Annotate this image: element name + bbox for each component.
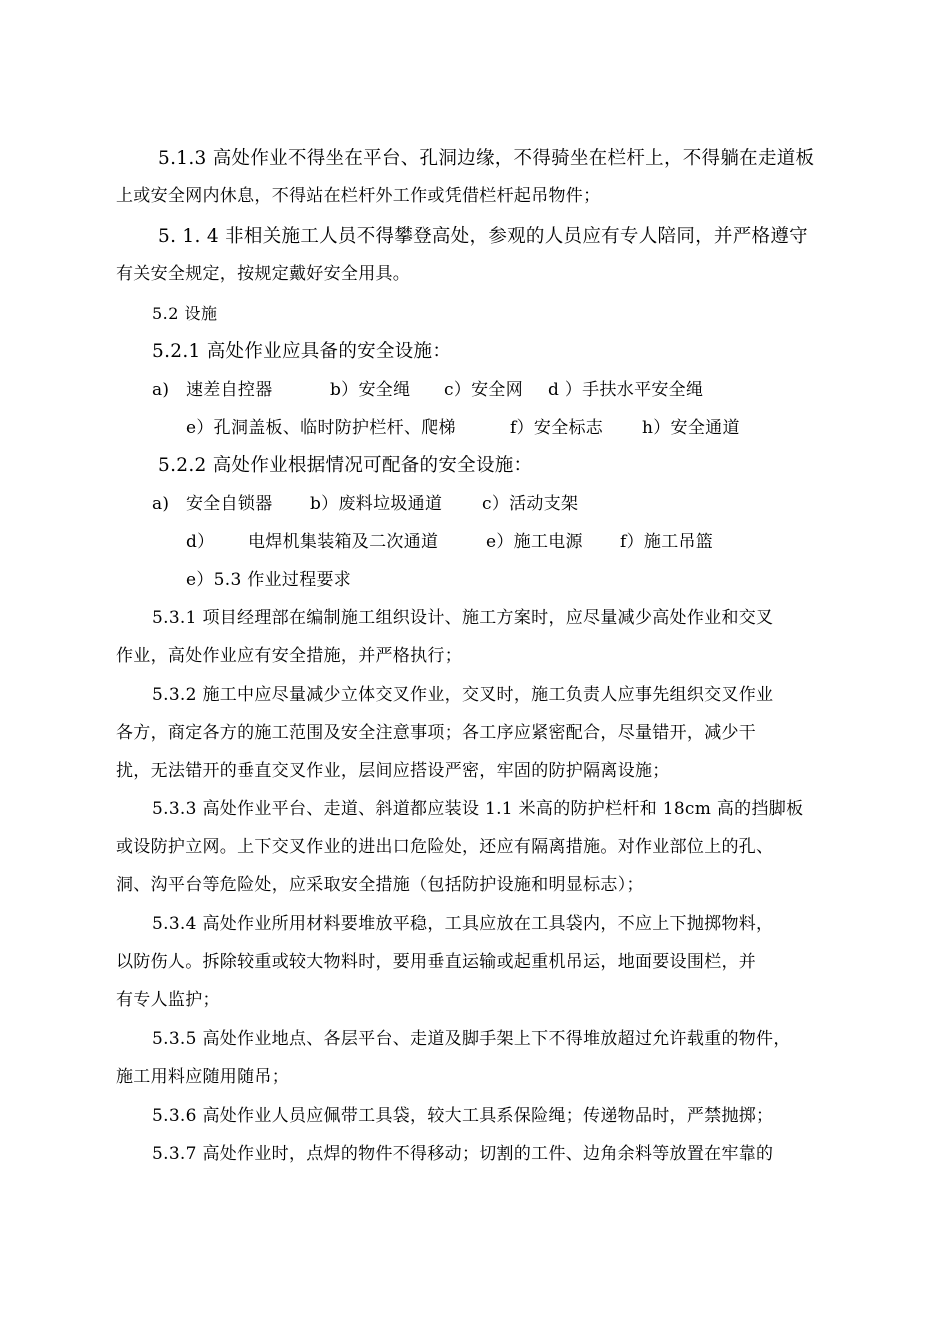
para-5-2-1-title: 5.2.1 高处作业应具备的安全设施：: [152, 341, 452, 362]
para-5-3-4-line-2: 以防伤人。拆除较重或较大物料时，要用垂直运输或起重机吊运，地面要设围栏，并: [116, 952, 757, 972]
para-5-3-2-line-3: 扰，无法错开的垂直交叉作业，层间应搭设严密，牢固的防护隔离设施；: [116, 761, 670, 781]
para-5-1-4-line-1: 5. 1. 4 非相关施工人员不得攀登高处，参观的人员应有专人陪同，并严格遵守: [158, 226, 808, 247]
list-5-2-2-item-a: 安全自锁器: [186, 494, 273, 514]
list-5-2-1-item-d: d ）手扶水平安全绳: [548, 380, 704, 400]
list-5-2-1-item-c: c）安全网: [444, 380, 524, 400]
para-5-3-1-line-2: 作业，高处作业应有安全措施，并严格执行；: [116, 646, 462, 666]
para-5-1-4-line-2: 有关安全规定，按规定戴好安全用具。: [116, 264, 411, 284]
list-5-2-1-item-a: 速差自控器: [186, 380, 273, 400]
para-5-3-5-line-1: 5.3.5 高处作业地点、各层平台、走道及脚手架上下不得堆放超过允许载重的物件，: [152, 1029, 791, 1049]
para-5-3-3-line-1: 5.3.3 高处作业平台、走道、斜道都应装设 1.1 米高的防护栏杆和 18cm 高的挡脚板: [152, 799, 804, 819]
list-5-2-1-item-f: f）安全标志: [510, 418, 604, 438]
list-5-2-2-item-f: f）施工吊篮: [620, 532, 714, 552]
para-5-3-3-line-3: 洞、沟平台等危险处，应采取安全措施（包括防护设施和明显标志）；: [116, 875, 644, 895]
para-5-1-3-line-2: 上或安全网内休息，不得站在栏杆外工作或凭借栏杆起吊物件；: [116, 186, 601, 206]
list-5-2-1-item-h: h）安全通道: [642, 418, 740, 438]
para-5-3-1-line-1: 5.3.1 项目经理部在编制施工组织设计、施工方案时，应尽量减少高处作业和交叉: [152, 608, 774, 628]
para-5-1-3-line-1: 5.1.3 高处作业不得坐在平台、孔洞边缘，不得骑坐在栏杆上，不得躺在走道板: [158, 148, 815, 169]
para-5-2-2-title: 5.2.2 高处作业根据情况可配备的安全设施：: [158, 455, 533, 476]
para-5-3-3-line-2: 或设防护立网。上下交叉作业的进出口危险处，还应有隔离措施。对作业部位上的孔、: [116, 837, 774, 857]
section-5-2-heading: 5.2 设施: [152, 304, 218, 323]
para-5-3-2-line-2: 各方，商定各方的施工范围及安全注意事项；各工序应紧密配合，尽量错开，减少干: [116, 723, 757, 743]
para-5-3-2-line-1: 5.3.2 施工中应尽量减少立体交叉作业，交叉时，施工负责人应事先组织交叉作业: [152, 685, 774, 705]
para-5-3-7-line-1: 5.3.7 高处作业时，点焊的物件不得移动；切割的工件、边角余料等放置在牢靠的: [152, 1144, 774, 1164]
para-5-3-4-line-1: 5.3.4 高处作业所用材料要堆放平稳，工具应放在工具袋内，不应上下抛掷物料，: [152, 914, 774, 934]
para-5-3-6-line-1: 5.3.6 高处作业人员应佩带工具袋，较大工具系保险绳；传递物品时，严禁抛掷；: [152, 1106, 774, 1126]
list-5-2-2-item-c: c）活动支架: [482, 494, 579, 514]
list-5-2-2-item-e: e）施工电源: [486, 532, 583, 552]
para-5-3-5-line-2: 施工用料应随用随吊；: [116, 1067, 289, 1087]
list-5-2-2-item-a-marker: a): [152, 494, 170, 514]
list-5-2-2-item-d-marker: d）: [186, 532, 215, 552]
list-5-2-1-item-e: e）孔洞盖板、临时防护栏杆、爬梯: [186, 418, 456, 438]
list-5-2-2-item-d: 电焊机集装箱及二次通道: [248, 532, 439, 552]
list-5-2-2-item-b: b）废料垃圾通道: [310, 494, 443, 514]
section-5-3-heading: e）5.3 作业过程要求: [186, 570, 352, 590]
para-5-3-4-line-3: 有专人监护；: [116, 990, 220, 1010]
list-5-2-1-item-a-marker: a): [152, 380, 170, 400]
list-5-2-1-item-b: b）安全绳: [330, 380, 411, 400]
